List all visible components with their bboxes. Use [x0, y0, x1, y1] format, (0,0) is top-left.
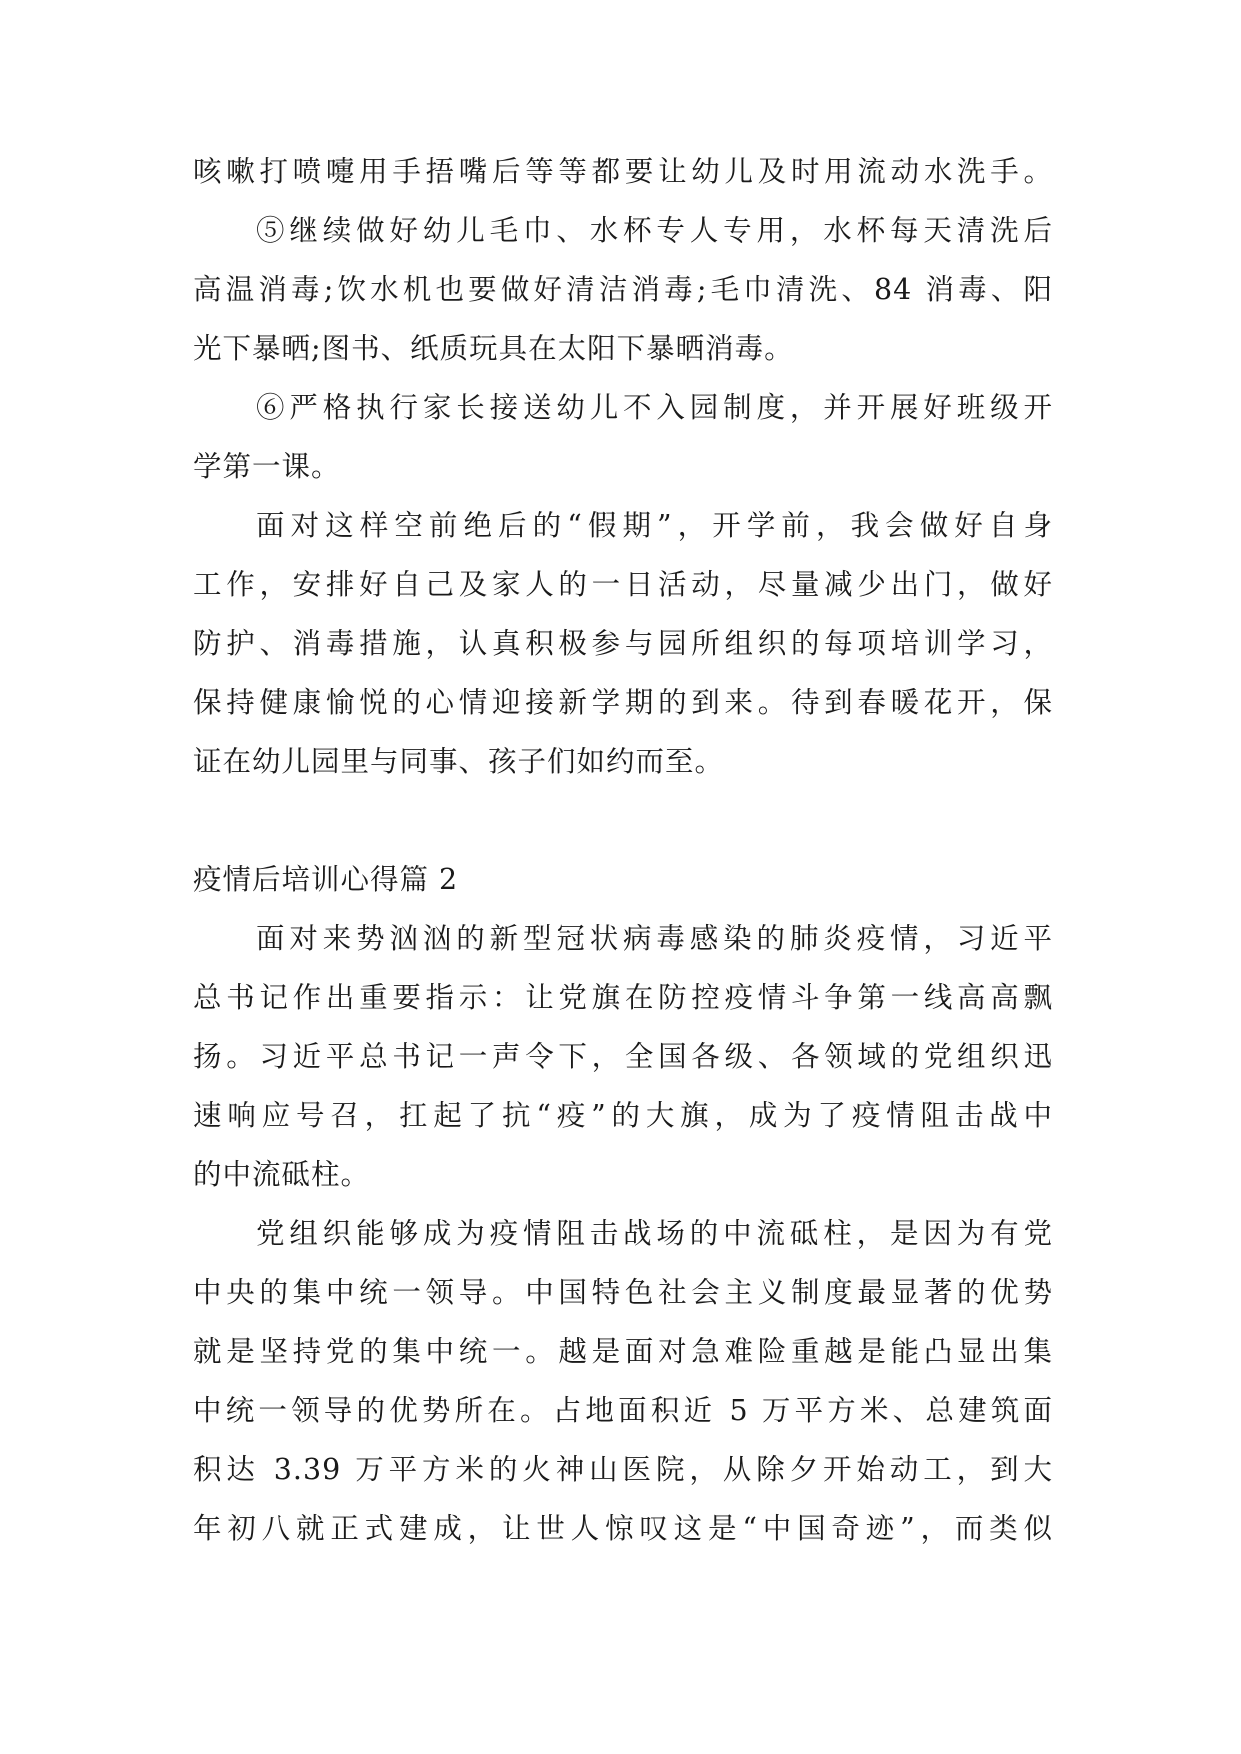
text-line: 光下暴晒;图书、纸质玩具在太阳下暴晒消毒。: [193, 332, 794, 365]
text-line: ⑥严格执行家长接送幼儿不入园制度，并开展好班级开: [256, 391, 1053, 424]
text-line: 中央的集中统一领导。中国特色社会主义制度最显著的优势: [193, 1276, 1053, 1309]
text-line: 年初八就正式建成，让世人惊叹这是“中国奇迹”，而类似: [193, 1512, 1053, 1545]
text-line: 面对来势汹汹的新型冠状病毒感染的肺炎疫情，习近平: [256, 922, 1053, 955]
text-line: 面对这样空前绝后的“假期”，开学前，我会做好自身: [256, 509, 1053, 542]
text-line: 总书记作出重要指示：让党旗在防控疫情斗争第一线高高飘: [193, 981, 1053, 1014]
text-line: 高温消毒;饮水机也要做好清洁消毒;毛巾清洗、84 消毒、阳: [193, 273, 1053, 306]
text-line: 学第一课。: [193, 450, 341, 483]
text-line: 积达 3.39 万平方米的火神山医院，从除夕开始动工，到大: [193, 1453, 1053, 1486]
text-line: 就是坚持党的集中统一。越是面对急难险重越是能凸显出集: [193, 1335, 1053, 1368]
section-heading: 疫情后培训心得篇 2: [193, 863, 459, 896]
text-line: 速响应号召，扛起了抗“疫”的大旗，成为了疫情阻击战中: [193, 1099, 1053, 1132]
text-line: 证在幼儿园里与同事、孩子们如约而至。: [193, 745, 725, 778]
text-line: 中统一领导的优势所在。占地面积近 5 万平方米、总建筑面: [193, 1394, 1053, 1427]
text-line: 防护、消毒措施，认真积极参与园所组织的每项培训学习，: [193, 627, 1053, 660]
text-line: 扬。习近平总书记一声令下，全国各级、各领域的党组织迅: [193, 1040, 1053, 1073]
text-line: ⑤继续做好幼儿毛巾、水杯专人专用，水杯每天清洗后: [256, 214, 1053, 247]
text-line: 的中流砥柱。: [193, 1158, 371, 1191]
text-line: 保持健康愉悦的心情迎接新学期的到来。待到春暖花开，保: [193, 686, 1053, 719]
text-line: 党组织能够成为疫情阻击战场的中流砥柱，是因为有党: [256, 1217, 1053, 1250]
text-line: 工作，安排好自己及家人的一日活动，尽量减少出门，做好: [193, 568, 1053, 601]
text-line: 咳嗽打喷嚏用手捂嘴后等等都要让幼儿及时用流动水洗手。: [193, 155, 1053, 188]
